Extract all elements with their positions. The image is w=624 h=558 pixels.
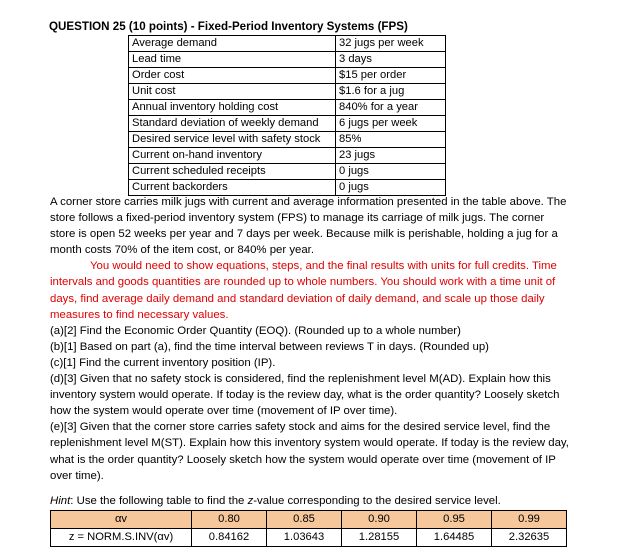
table-row: [129, 84, 446, 100]
part-a: (a)[2] Find the Economic Order Quantity (EOQ). (Rounded up to a whole number): [50, 324, 461, 337]
info-value: $15 per order: [336, 68, 446, 84]
z-label: z = NORM.S.INV(αv): [51, 529, 192, 547]
hint-line: [50, 493, 570, 509]
hint-prefix: Hint: [50, 495, 71, 507]
info-label: Average demand: [129, 36, 336, 52]
z-value: 0.84162: [192, 529, 267, 547]
info-label: Current backorders: [129, 180, 336, 196]
z-value-table: [50, 510, 567, 547]
instructions-paragraph: You would need to show equations, steps, and the final results with units for full credits. Time intervals and goods quantities are rounded up to whole numbers. You should work with a time unit of days, find average daily demand and standard deviation of daily demand, and scale up those daily measures to find necessary values.: [50, 260, 557, 321]
info-label: Current scheduled receipts: [129, 164, 336, 180]
table-row: [129, 164, 446, 180]
hint-text-before: : Use the following table to find the: [70, 495, 248, 507]
info-value: 6 jugs per week: [336, 116, 446, 132]
z-value: 1.64485: [417, 529, 492, 547]
hint-z: z: [247, 495, 254, 507]
info-value: 840% for a year: [336, 100, 446, 116]
part-e: (e)[3] Given that the corner store carries safety stock and aims for the desired service level, find the replenishment level M(ST). Explain how this inventory system would operate. If today is the review day, what is the order quantity? Loosely sketch how the system would operate over time (movement of IP over time).: [50, 421, 569, 482]
info-value: 23 jugs: [336, 148, 446, 164]
info-label: Current on-hand inventory: [129, 148, 336, 164]
intro-paragraph: A corner store carries milk jugs with current and average information presented in the table above. The store follows a fixed-period inventory system (FPS) to manage its carriage of milk jugs. The corner store is open 52 weeks per year and 7 days per week. Because milk is perishable, holding a jug for a month costs 70% of the item cost, or 840% per year.: [50, 196, 567, 257]
info-value: 0 jugs: [336, 164, 446, 180]
z-value: 1.03643: [267, 529, 342, 547]
alpha-value: 0.80: [192, 511, 267, 529]
alpha-value: 0.85: [267, 511, 342, 529]
z-table-header-row: [51, 511, 567, 529]
alpha-value: 0.99: [492, 511, 567, 529]
part-b: (b)[1] Based on part (a), find the time interval between reviews T in days. (Rounded up): [50, 340, 489, 353]
question-title: QUESTION 25 (10 points) - Fixed-Period Inventory Systems (FPS): [49, 20, 408, 33]
z-value: 1.28155: [342, 529, 417, 547]
table-row: [129, 116, 446, 132]
info-value: 32 jugs per week: [336, 36, 446, 52]
info-label: Unit cost: [129, 84, 336, 100]
info-label: Order cost: [129, 68, 336, 84]
part-c: (c)[1] Find the current inventory position (IP).: [50, 356, 276, 369]
info-value: 85%: [336, 132, 446, 148]
table-row: [129, 148, 446, 164]
table-row: [129, 52, 446, 68]
info-label: Standard deviation of weekly demand: [129, 116, 336, 132]
part-d: (d)[3] Given that no safety stock is considered, find the replenishment level M(AD). Explain how this inventory system would operate. If today is the review day, what is the order quantity? Loosely sketch how the system would operate over time (movement of IP over time).: [50, 373, 560, 418]
inventory-info-table: [128, 35, 446, 196]
info-label: Desired service level with safety stock: [129, 132, 336, 148]
z-table-value-row: [51, 529, 567, 547]
table-row: [129, 132, 446, 148]
table-row: [129, 100, 446, 116]
info-value: 3 days: [336, 52, 446, 68]
info-label: Lead time: [129, 52, 336, 68]
question-body: [50, 194, 570, 484]
hint-text-after: -value corresponding to the desired service level.: [253, 495, 501, 507]
table-row: [129, 36, 446, 52]
info-label: Annual inventory holding cost: [129, 100, 336, 116]
info-value: 0 jugs: [336, 180, 446, 196]
info-value: $1.6 for a jug: [336, 84, 446, 100]
alpha-label: αv: [51, 511, 192, 529]
alpha-value: 0.90: [342, 511, 417, 529]
z-value: 2.32635: [492, 529, 567, 547]
alpha-value: 0.95: [417, 511, 492, 529]
table-row: [129, 68, 446, 84]
